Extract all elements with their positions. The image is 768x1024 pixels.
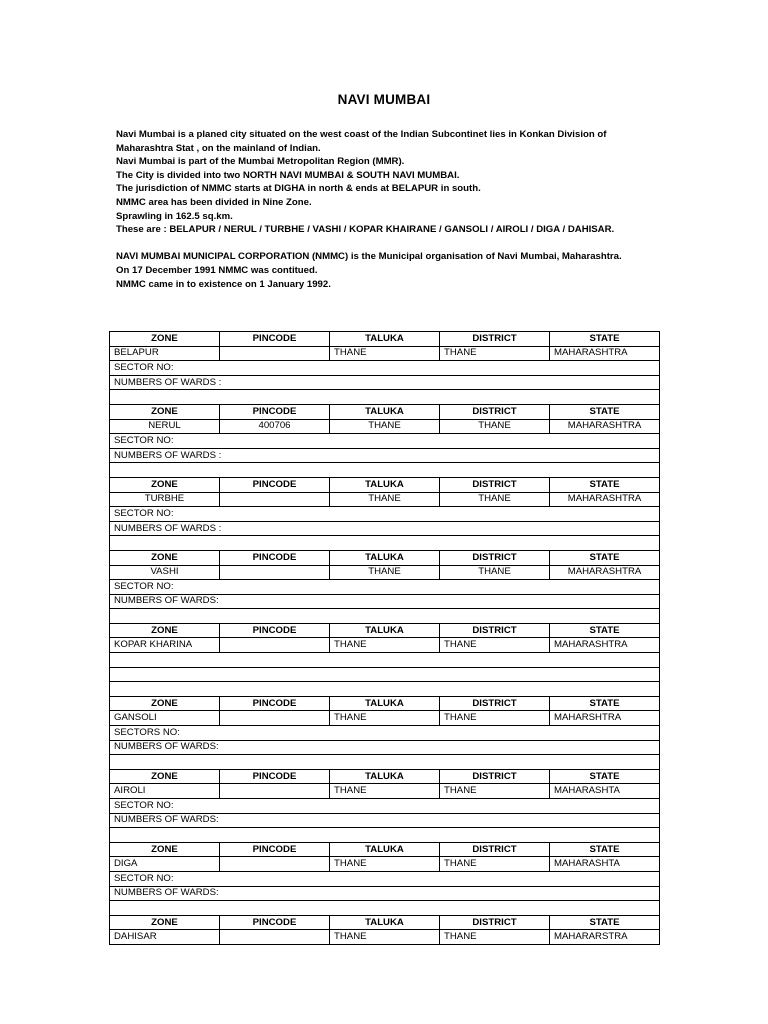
cell-district: THANE bbox=[440, 711, 550, 726]
table-header-row bbox=[110, 915, 660, 930]
cell-pincode bbox=[220, 565, 330, 580]
table-header-row bbox=[110, 696, 660, 711]
intro-line: These are : BELAPUR / NERUL / TURBHE / VASHI / KOPAR KHAIRANE / GANSOLI / AIROLI / DIGA / DAHISAR. bbox=[116, 224, 615, 236]
cell-taluka: THANE bbox=[330, 492, 440, 507]
spacer-row bbox=[110, 390, 660, 405]
cell-state: MAHARASHTRA bbox=[550, 565, 660, 580]
table-header-row bbox=[110, 550, 660, 565]
header-cell-district: DISTRICT bbox=[440, 477, 550, 492]
table-row bbox=[110, 346, 660, 361]
info-row bbox=[110, 740, 660, 755]
table-row bbox=[110, 857, 660, 872]
cell-zone: TURBHE bbox=[110, 492, 220, 507]
cell-district: THANE bbox=[440, 419, 550, 434]
table-header-row bbox=[110, 769, 660, 784]
page-title: NAVI MUMBAI bbox=[337, 92, 431, 107]
wards-cell: NUMBERS OF WARDS: bbox=[110, 813, 660, 828]
spacer-row bbox=[110, 463, 660, 478]
table-header-row bbox=[110, 842, 660, 857]
header-cell-state: STATE bbox=[550, 915, 660, 930]
table-header-row bbox=[110, 623, 660, 638]
header-cell-zone: ZONE bbox=[110, 623, 220, 638]
header-cell-zone: ZONE bbox=[110, 915, 220, 930]
cell-taluka: THANE bbox=[330, 565, 440, 580]
spacer-row bbox=[110, 682, 660, 697]
header-cell-district: DISTRICT bbox=[440, 332, 550, 347]
cell-pincode: 400706 bbox=[220, 419, 330, 434]
spacer-cell bbox=[110, 609, 660, 624]
sector-no-cell: SECTOR NO: bbox=[110, 507, 660, 522]
spacer-row bbox=[110, 536, 660, 551]
header-cell-zone: ZONE bbox=[110, 696, 220, 711]
cell-zone: KOPAR KHARINA bbox=[110, 638, 220, 653]
cell-state: MAHARASHTRA bbox=[550, 638, 660, 653]
header-cell-zone: ZONE bbox=[110, 404, 220, 419]
header-cell-taluka: TALUKA bbox=[330, 623, 440, 638]
header-cell-district: DISTRICT bbox=[440, 623, 550, 638]
cell-zone: DIGA bbox=[110, 857, 220, 872]
intro-line: NAVI MUMBAI MUNICIPAL CORPORATION (NMMC) is the Municipal organisation of Navi Mumbai, Maharashtra. bbox=[116, 251, 622, 263]
cell-zone: AIROLI bbox=[110, 784, 220, 799]
header-cell-district: DISTRICT bbox=[440, 769, 550, 784]
cell-district: THANE bbox=[440, 857, 550, 872]
sector-no-cell: SECTORS NO: bbox=[110, 726, 660, 741]
spacer-cell bbox=[110, 682, 660, 697]
header-cell-zone: ZONE bbox=[110, 842, 220, 857]
cell-pincode bbox=[220, 930, 330, 945]
header-cell-taluka: TALUKA bbox=[330, 842, 440, 857]
spacer-row bbox=[110, 609, 660, 624]
cell-state: MAHARASHTRA bbox=[550, 346, 660, 361]
sector-no-cell: SECTOR NO: bbox=[110, 434, 660, 449]
cell-taluka: THANE bbox=[330, 638, 440, 653]
sector-no-cell: SECTOR NO: bbox=[110, 871, 660, 886]
table-row bbox=[110, 638, 660, 653]
header-cell-pincode: PINCODE bbox=[220, 842, 330, 857]
header-cell-district: DISTRICT bbox=[440, 404, 550, 419]
header-cell-taluka: TALUKA bbox=[330, 915, 440, 930]
table-row bbox=[110, 784, 660, 799]
info-row bbox=[110, 726, 660, 741]
header-cell-pincode: PINCODE bbox=[220, 404, 330, 419]
cell-zone: GANSOLI bbox=[110, 711, 220, 726]
info-row bbox=[110, 667, 660, 682]
header-cell-zone: ZONE bbox=[110, 769, 220, 784]
spacer-cell bbox=[110, 755, 660, 770]
header-cell-zone: ZONE bbox=[110, 332, 220, 347]
header-cell-taluka: TALUKA bbox=[330, 769, 440, 784]
info-row bbox=[110, 813, 660, 828]
sector-no-cell bbox=[110, 653, 660, 668]
cell-district: THANE bbox=[440, 784, 550, 799]
cell-state: MAHARSHTRA bbox=[550, 711, 660, 726]
intro-line: NMMC area has been divided in Nine Zone. bbox=[116, 196, 312, 208]
header-cell-pincode: PINCODE bbox=[220, 332, 330, 347]
cell-district: THANE bbox=[440, 492, 550, 507]
cell-zone: DAHISAR bbox=[110, 930, 220, 945]
header-cell-pincode: PINCODE bbox=[220, 696, 330, 711]
header-cell-taluka: TALUKA bbox=[330, 550, 440, 565]
sector-no-cell: SECTOR NO: bbox=[110, 580, 660, 595]
table-row bbox=[110, 419, 660, 434]
cell-district: THANE bbox=[440, 565, 550, 580]
header-cell-state: STATE bbox=[550, 769, 660, 784]
header-cell-pincode: PINCODE bbox=[220, 623, 330, 638]
spacer-cell bbox=[110, 536, 660, 551]
cell-state: MAHARASHTRA bbox=[550, 492, 660, 507]
cell-state: MAHARARSTRA bbox=[550, 930, 660, 945]
cell-district: THANE bbox=[440, 930, 550, 945]
header-cell-pincode: PINCODE bbox=[220, 915, 330, 930]
cell-pincode bbox=[220, 857, 330, 872]
sector-no-cell: SECTOR NO: bbox=[110, 361, 660, 376]
intro-line: On 17 December 1991 NMMC was contitued. bbox=[116, 264, 318, 276]
spacer-cell bbox=[110, 901, 660, 916]
info-row bbox=[110, 594, 660, 609]
cell-taluka: THANE bbox=[330, 930, 440, 945]
header-cell-taluka: TALUKA bbox=[330, 477, 440, 492]
table-header-row bbox=[110, 332, 660, 347]
wards-cell: NUMBERS OF WARDS : bbox=[110, 521, 660, 536]
intro-line: Navi Mumbai is part of the Mumbai Metropolitan Region (MMR). bbox=[116, 156, 405, 168]
cell-state: MAHARASHTA bbox=[550, 784, 660, 799]
table-header-row bbox=[110, 477, 660, 492]
cell-taluka: THANE bbox=[330, 857, 440, 872]
header-cell-zone: ZONE bbox=[110, 477, 220, 492]
cell-zone: VASHI bbox=[110, 565, 220, 580]
table-row bbox=[110, 565, 660, 580]
sector-no-cell: SECTOR NO: bbox=[110, 799, 660, 814]
info-row bbox=[110, 580, 660, 595]
intro-line: The City is divided into two NORTH NAVI MUMBAI & SOUTH NAVI MUMBAI. bbox=[116, 169, 460, 181]
header-cell-state: STATE bbox=[550, 404, 660, 419]
cell-pincode bbox=[220, 711, 330, 726]
wards-cell bbox=[110, 667, 660, 682]
header-cell-state: STATE bbox=[550, 842, 660, 857]
cell-pincode bbox=[220, 492, 330, 507]
cell-state: MAHARASHTRA bbox=[550, 419, 660, 434]
spacer-row bbox=[110, 828, 660, 843]
cell-pincode bbox=[220, 638, 330, 653]
header-cell-district: DISTRICT bbox=[440, 842, 550, 857]
table-row bbox=[110, 492, 660, 507]
header-cell-pincode: PINCODE bbox=[220, 769, 330, 784]
wards-cell: NUMBERS OF WARDS : bbox=[110, 448, 660, 463]
intro-line: NMMC came in to existence on 1 January 1992. bbox=[116, 278, 331, 290]
wards-cell: NUMBERS OF WARDS: bbox=[110, 594, 660, 609]
info-row bbox=[110, 886, 660, 901]
info-row bbox=[110, 521, 660, 536]
cell-zone: BELAPUR bbox=[110, 346, 220, 361]
info-row bbox=[110, 871, 660, 886]
cell-taluka: THANE bbox=[330, 711, 440, 726]
header-cell-district: DISTRICT bbox=[440, 550, 550, 565]
cell-pincode bbox=[220, 346, 330, 361]
header-cell-pincode: PINCODE bbox=[220, 550, 330, 565]
info-row bbox=[110, 375, 660, 390]
zones-table bbox=[109, 331, 660, 945]
header-cell-zone: ZONE bbox=[110, 550, 220, 565]
table-header-row bbox=[110, 404, 660, 419]
cell-taluka: THANE bbox=[330, 784, 440, 799]
spacer-row bbox=[110, 901, 660, 916]
info-row bbox=[110, 653, 660, 668]
header-cell-taluka: TALUKA bbox=[330, 332, 440, 347]
info-row bbox=[110, 361, 660, 376]
header-cell-state: STATE bbox=[550, 696, 660, 711]
wards-cell: NUMBERS OF WARDS: bbox=[110, 886, 660, 901]
cell-state: MAHARASHTA bbox=[550, 857, 660, 872]
header-cell-pincode: PINCODE bbox=[220, 477, 330, 492]
header-cell-state: STATE bbox=[550, 332, 660, 347]
header-cell-district: DISTRICT bbox=[440, 915, 550, 930]
header-cell-district: DISTRICT bbox=[440, 696, 550, 711]
cell-taluka: THANE bbox=[330, 419, 440, 434]
header-cell-state: STATE bbox=[550, 623, 660, 638]
table-row bbox=[110, 711, 660, 726]
cell-zone: NERUL bbox=[110, 419, 220, 434]
cell-taluka: THANE bbox=[330, 346, 440, 361]
header-cell-state: STATE bbox=[550, 550, 660, 565]
cell-district: THANE bbox=[440, 638, 550, 653]
wards-cell: NUMBERS OF WARDS: bbox=[110, 740, 660, 755]
table-row bbox=[110, 930, 660, 945]
wards-cell: NUMBERS OF WARDS : bbox=[110, 375, 660, 390]
intro-text bbox=[116, 128, 652, 291]
intro-line: The jurisdiction of NMMC starts at DIGHA in north & ends at BELAPUR in south. bbox=[116, 183, 481, 195]
info-row bbox=[110, 434, 660, 449]
info-row bbox=[110, 448, 660, 463]
header-cell-state: STATE bbox=[550, 477, 660, 492]
header-cell-taluka: TALUKA bbox=[330, 696, 440, 711]
info-row bbox=[110, 507, 660, 522]
spacer-row bbox=[110, 755, 660, 770]
spacer-cell bbox=[110, 828, 660, 843]
info-row bbox=[110, 799, 660, 814]
cell-pincode bbox=[220, 784, 330, 799]
intro-line: Navi Mumbai is a planed city situated on the west coast of the Indian Subcontinet lies in Konkan Division of Maharashtra Stat , on the mainland of Indian. bbox=[116, 129, 607, 154]
cell-district: THANE bbox=[440, 346, 550, 361]
header-cell-taluka: TALUKA bbox=[330, 404, 440, 419]
spacer-cell bbox=[110, 390, 660, 405]
intro-line: Sprawling in 162.5 sq.km. bbox=[116, 210, 233, 222]
spacer-cell bbox=[110, 463, 660, 478]
